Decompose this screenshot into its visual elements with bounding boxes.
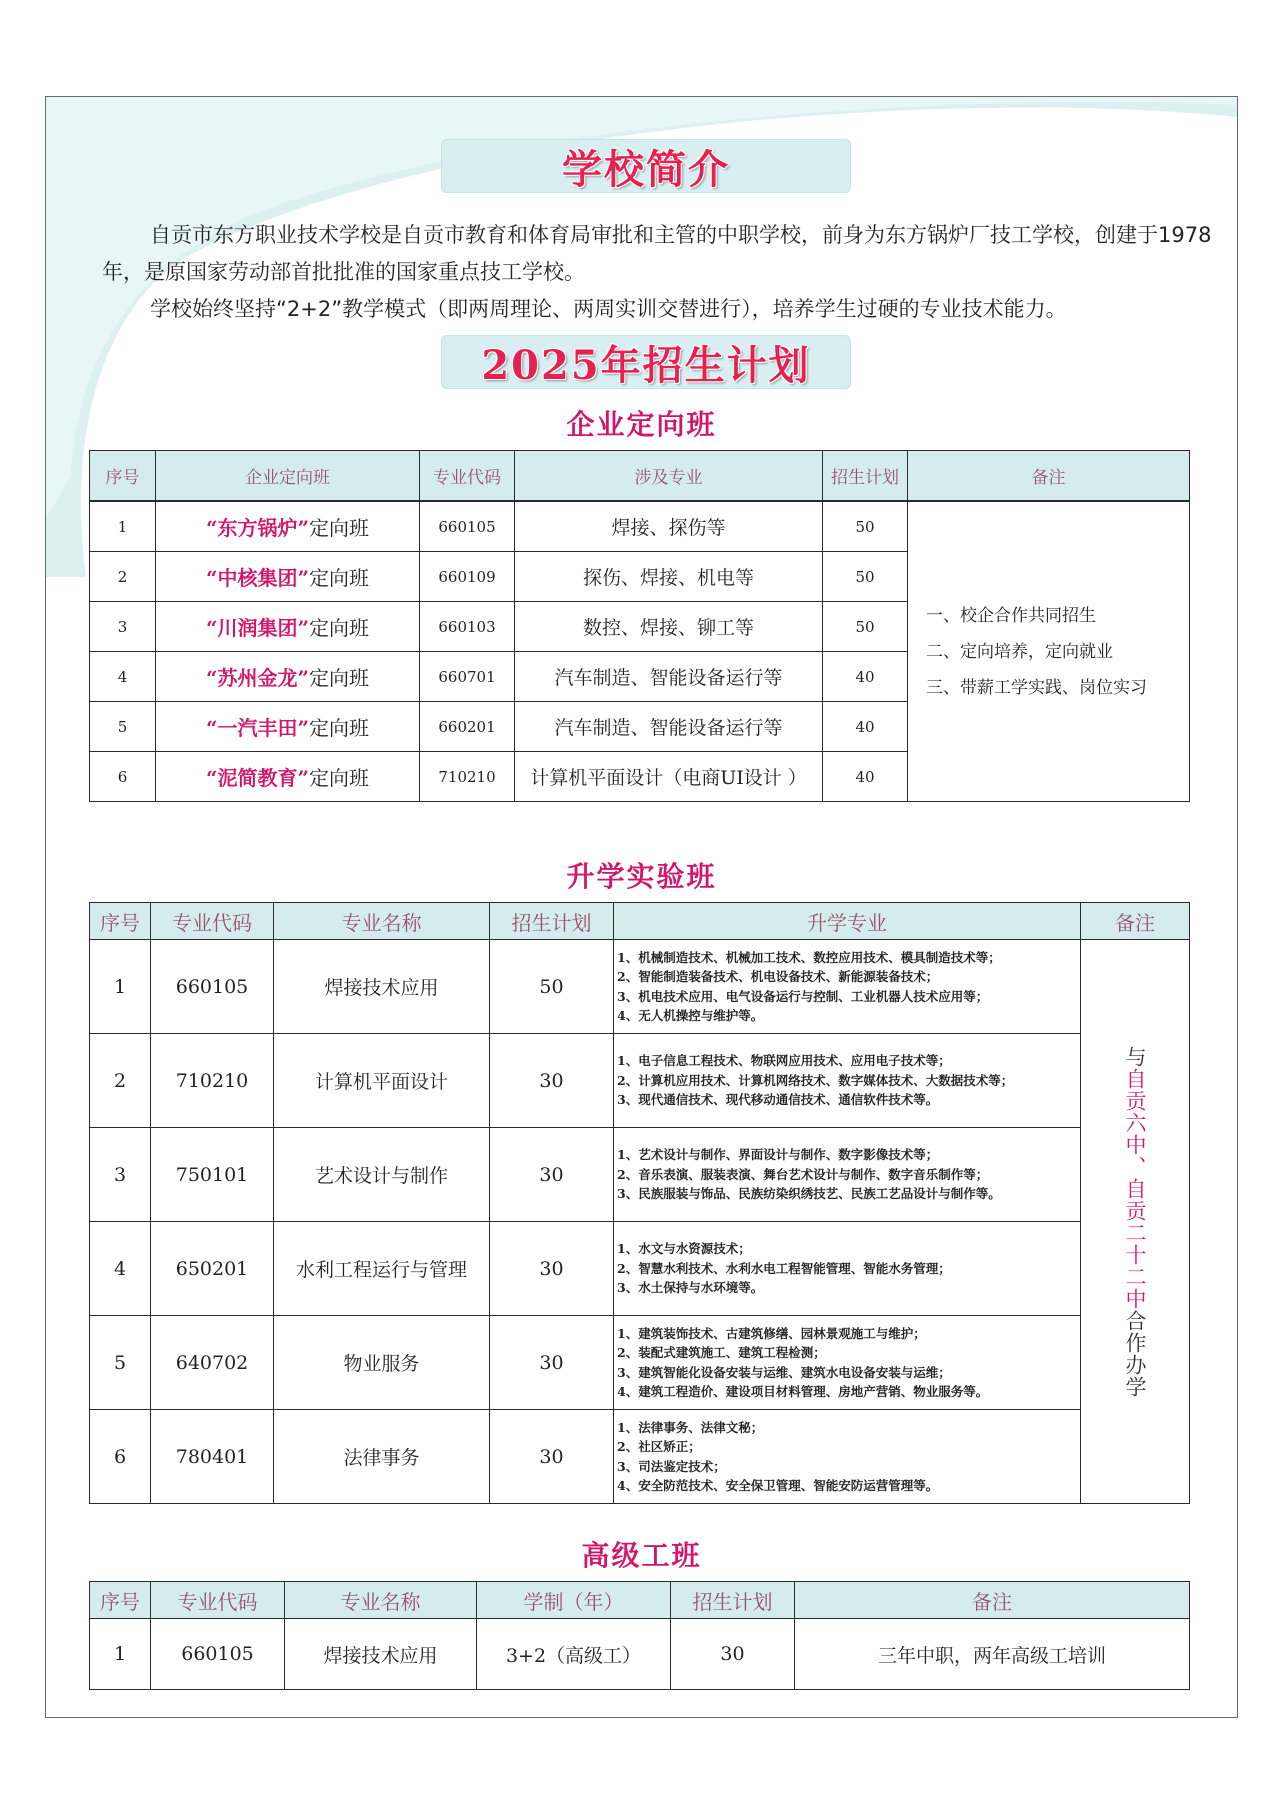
major-code: 710210 xyxy=(151,1034,274,1128)
advance-majors xyxy=(614,940,1081,1034)
program-line: 2、社区矫正； xyxy=(617,1439,701,1454)
major-name: 水利工程运行与管理 xyxy=(274,1222,490,1316)
remark-item: 三、带薪工学实践、岗位实习 xyxy=(926,677,1147,698)
major-code: 660109 xyxy=(420,552,515,602)
intro-paragraph-2: 学校始终坚持“2+2”教学模式（即两周理论、两周实训交替进行），培养学生过硬的专业技术能力。 xyxy=(150,297,1067,321)
plan-cell: 50 xyxy=(823,552,908,602)
table-row xyxy=(90,1222,1190,1316)
page-frame xyxy=(45,96,1238,1718)
program-line: 1、水文与水资源技术； xyxy=(617,1241,751,1257)
plan-title: 2025年招生计划 xyxy=(481,341,811,389)
header-cell: 专业代码 xyxy=(151,1582,285,1619)
senior-section-title: 高级工班 xyxy=(581,1539,702,1572)
header-cell: 招生计划 xyxy=(671,1582,795,1619)
class-name-cell xyxy=(156,652,420,702)
majors-cell: 焊接、探伤等 xyxy=(515,501,823,552)
advance-majors xyxy=(614,1316,1081,1410)
program-line: 1、艺术设计与制作、界面设计与制作、数字影像技术等； xyxy=(617,1147,939,1163)
program-line: 2、智慧水利技术、水利水电工程智能管理、智能水务管理； xyxy=(617,1260,951,1276)
header-cell: 序号 xyxy=(90,451,156,502)
program-line: 4、无人机操控与维护等。 xyxy=(617,1008,764,1023)
program-line: 3、司法鉴定技术； xyxy=(617,1458,726,1474)
row-number: 1 xyxy=(90,501,156,552)
major-code: 710210 xyxy=(420,752,515,802)
program-line: 3、民族服装与饰品、民族纺染织绣技艺、民族工艺品设计与制作等。 xyxy=(617,1186,1001,1202)
row-number: 3 xyxy=(90,602,156,652)
program-line: 2、计算机应用技术、计算机网络技术、数字媒体技术、大数据技术等； xyxy=(617,1072,1014,1088)
header-cell: 专业名称 xyxy=(285,1582,477,1619)
major-code: 660103 xyxy=(420,602,515,652)
intro-title: 学校简介 xyxy=(562,145,730,193)
remark-vertical-text xyxy=(1123,1046,1147,1398)
plan-cell: 30 xyxy=(490,1034,614,1128)
enterprise-table xyxy=(89,450,1190,802)
senior-table xyxy=(89,1581,1190,1690)
enterprise-header-row xyxy=(90,451,1190,502)
row-number: 2 xyxy=(90,1034,151,1128)
header-cell: 专业名称 xyxy=(274,903,490,940)
remark-prefix: 与 xyxy=(1123,1045,1147,1068)
class-suffix: 定向班 xyxy=(309,766,369,790)
enterprise-remarks xyxy=(908,501,1190,802)
program-line: 2、装配式建筑施工、建筑工程检测； xyxy=(617,1345,826,1360)
row-number: 2 xyxy=(90,552,156,602)
upgrade-header-row xyxy=(90,903,1190,940)
header-cell: 备注 xyxy=(908,451,1190,502)
plan-cell: 50 xyxy=(823,602,908,652)
header-cell: 专业代码 xyxy=(151,903,274,940)
program-line: 3、机电技术应用、电气设备运行与控制、工业机器人技术应用等； xyxy=(617,988,989,1004)
program-line: 3、现代通信技术、现代移动通信技术、通信软件技术等。 xyxy=(617,1092,939,1108)
major-name: 法律事务 xyxy=(274,1410,490,1504)
plan-cell: 40 xyxy=(823,702,908,752)
program-line: 1、建筑装饰技术、古建筑修缮、园林景观施工与维护； xyxy=(617,1325,926,1341)
remark-item: 二、定向培养，定向就业 xyxy=(926,641,1113,662)
major-code: 640702 xyxy=(151,1316,274,1410)
plan-banner xyxy=(441,335,851,389)
row-number: 1 xyxy=(90,1619,151,1690)
program-line: 1、电子信息工程技术、物联网应用技术、应用电子技术等； xyxy=(617,1053,951,1069)
row-number: 4 xyxy=(90,1222,151,1316)
class-suffix: 定向班 xyxy=(309,666,369,690)
class-suffix: 定向班 xyxy=(309,516,369,540)
table-row xyxy=(90,1034,1190,1128)
header-cell: 涉及专业 xyxy=(515,451,823,502)
program-line: 3、建筑智能化设备安装与运维、建筑水电设备安装与运维； xyxy=(617,1364,951,1380)
program-line: 1、机械制造技术、机械加工技术、数控应用技术、模具制造技术等； xyxy=(617,949,1001,965)
major-name: 焊接技术应用 xyxy=(274,940,490,1034)
advance-majors xyxy=(614,1034,1081,1128)
major-code: 660201 xyxy=(420,702,515,752)
header-cell: 升学专业 xyxy=(614,903,1081,940)
table-row xyxy=(90,501,1190,552)
intro-banner xyxy=(441,139,851,193)
major-code: 780401 xyxy=(151,1410,274,1504)
major-name: 计算机平面设计 xyxy=(274,1034,490,1128)
program-line: 2、智能制造装备技术、机电设备技术、新能源装备技术； xyxy=(617,969,939,984)
upgrade-table xyxy=(89,902,1190,1504)
header-cell: 备注 xyxy=(1081,903,1190,940)
study-years: 3+2（高级工） xyxy=(477,1619,671,1690)
class-suffix: 定向班 xyxy=(309,616,369,640)
class-name-cell xyxy=(156,602,420,652)
upgrade-remark xyxy=(1081,940,1190,1504)
header-cell: 备注 xyxy=(795,1582,1190,1619)
class-name-cell xyxy=(156,702,420,752)
major-name: 物业服务 xyxy=(274,1316,490,1410)
row-number: 6 xyxy=(90,1410,151,1504)
row-number: 6 xyxy=(90,752,156,802)
header-cell: 序号 xyxy=(90,903,151,940)
majors-cell: 汽车制造、智能设备运行等 xyxy=(515,652,823,702)
plan-cell: 50 xyxy=(490,940,614,1034)
header-cell: 企业定向班 xyxy=(156,451,420,502)
major-name: 艺术设计与制作 xyxy=(274,1128,490,1222)
company-name: “一汽丰田” xyxy=(205,716,309,740)
company-name: “中核集团” xyxy=(205,566,309,590)
majors-cell: 数控、焊接、铆工等 xyxy=(515,602,823,652)
program-line: 1、法律事务、法律文秘； xyxy=(617,1419,764,1435)
program-line: 3、水土保持与水环境等。 xyxy=(617,1280,764,1296)
major-code: 650201 xyxy=(151,1222,274,1316)
company-name: “泥简教育” xyxy=(205,766,309,790)
plan-cell: 40 xyxy=(823,652,908,702)
major-code: 660701 xyxy=(420,652,515,702)
company-name: “东方锅炉” xyxy=(205,516,309,540)
class-suffix: 定向班 xyxy=(309,716,369,740)
intro-text xyxy=(102,217,1232,328)
partner-schools: 自贡六中、自贡二十二中 xyxy=(1123,1067,1147,1310)
program-line: 4、建筑工程造价、建设项目材料管理、房地产营销、物业服务等。 xyxy=(617,1384,989,1399)
intro-paragraph-1: 自贡市东方职业技术学校是自贡市教育和体育局审批和主管的中职学校，前身为东方锅炉厂技工学校，创建于1978年，是原国家劳动部首批批准的国家重点技工学校。 xyxy=(102,223,1212,284)
company-name: “川润集团” xyxy=(205,616,309,640)
company-name: “苏州金龙” xyxy=(205,666,309,690)
program-line: 4、安全防范技术、安全保卫管理、智能安防运营管理等。 xyxy=(617,1478,939,1493)
advance-majors xyxy=(614,1222,1081,1316)
class-suffix: 定向班 xyxy=(309,566,369,590)
class-name-cell xyxy=(156,752,420,802)
table-row xyxy=(90,1410,1190,1504)
header-cell: 招生计划 xyxy=(823,451,908,502)
majors-cell: 探伤、焊接、机电等 xyxy=(515,552,823,602)
plan-cell: 30 xyxy=(490,1128,614,1222)
header-cell: 专业代码 xyxy=(420,451,515,502)
majors-cell: 计算机平面设计（电商UI设计 ） xyxy=(515,752,823,802)
upgrade-section-title: 升学实验班 xyxy=(566,860,717,893)
plan-cell: 40 xyxy=(823,752,908,802)
row-number: 5 xyxy=(90,1316,151,1410)
header-cell: 招生计划 xyxy=(490,903,614,940)
major-code: 750101 xyxy=(151,1128,274,1222)
row-number: 4 xyxy=(90,652,156,702)
plan-cell: 30 xyxy=(490,1316,614,1410)
header-cell: 学制（年） xyxy=(477,1582,671,1619)
table-row xyxy=(90,1316,1190,1410)
plan-cell: 30 xyxy=(490,1222,614,1316)
table-row xyxy=(90,1128,1190,1222)
plan-cell: 50 xyxy=(823,501,908,552)
plan-cell: 30 xyxy=(490,1410,614,1504)
table-row xyxy=(90,940,1190,1034)
row-number: 5 xyxy=(90,702,156,752)
major-code: 660105 xyxy=(151,940,274,1034)
plan-cell: 30 xyxy=(671,1619,795,1690)
major-code: 660105 xyxy=(151,1619,285,1690)
senior-header-row xyxy=(90,1582,1190,1619)
class-name-cell xyxy=(156,552,420,602)
row-number: 1 xyxy=(90,940,151,1034)
majors-cell: 汽车制造、智能设备运行等 xyxy=(515,702,823,752)
program-line: 2、音乐表演、服装表演、舞台艺术设计与制作、数字音乐制作等； xyxy=(617,1166,989,1182)
advance-majors xyxy=(614,1128,1081,1222)
major-name: 焊接技术应用 xyxy=(285,1619,477,1690)
enterprise-section-title: 企业定向班 xyxy=(566,408,717,441)
class-name-cell xyxy=(156,501,420,552)
remark-cell: 三年中职，两年高级工培训 xyxy=(795,1619,1190,1690)
remark-item: 一、校企合作共同招生 xyxy=(926,605,1096,626)
header-cell: 序号 xyxy=(90,1582,151,1619)
remark-suffix: 合作办学 xyxy=(1123,1309,1147,1398)
major-code: 660105 xyxy=(420,501,515,552)
row-number: 3 xyxy=(90,1128,151,1222)
advance-majors xyxy=(614,1410,1081,1504)
table-row xyxy=(90,1619,1190,1690)
